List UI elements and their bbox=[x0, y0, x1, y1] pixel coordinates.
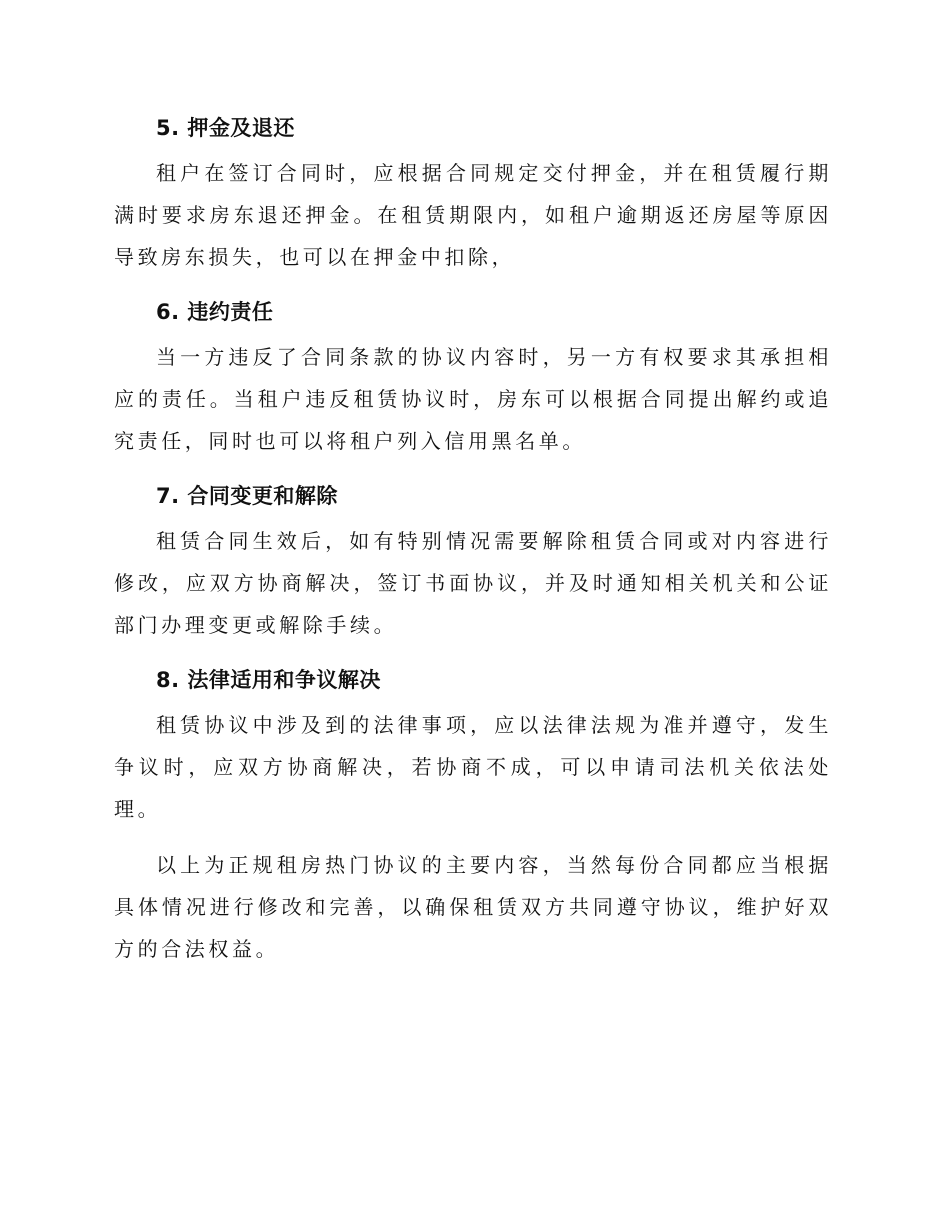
section-paragraph: 当一方违反了合同条款的协议内容时，另一方有权要求其承担相应的责任。当租户违反租赁协议时，房东可以根据合同提出解约或追究责任，同时也可以将租户列入信用黑名单。 bbox=[114, 345, 832, 453]
section-paragraph: 租户在签订合同时，应根据合同规定交付押金，并在租赁履行期满时要求房东退还押金。在租赁期限内，如租户逾期返还房屋等原因导致房东损失，也可以在押金中扣除， bbox=[114, 161, 832, 269]
closing-paragraph: 以上为正规租房热门协议的主要内容，当然每份合同都应当根据具体情况进行修改和完善，以确保租赁双方共同遵守协议，维护好双方的合法权益。 bbox=[114, 853, 832, 961]
section-heading: 7. 合同变更和解除 bbox=[156, 484, 338, 508]
section-breach-liability bbox=[114, 292, 832, 462]
section-heading: 8. 法律适用和争议解决 bbox=[156, 668, 381, 692]
section-paragraph: 租赁合同生效后，如有特别情况需要解除租赁合同或对内容进行修改，应双方协商解决，签订书面协议，并及时通知相关机关和公证部门办理变更或解除手续。 bbox=[114, 529, 832, 637]
section-paragraph: 租赁协议中涉及到的法律事项，应以法律法规为准并遵守，发生争议时，应双方协商解决，若协商不成，可以申请司法机关依法处理。 bbox=[114, 713, 832, 821]
section-contract-change bbox=[114, 476, 832, 646]
section-heading: 5. 押金及退还 bbox=[156, 116, 295, 140]
document-body bbox=[114, 108, 832, 984]
section-heading: 6. 违约责任 bbox=[156, 300, 274, 324]
section-deposit bbox=[114, 108, 832, 278]
section-dispute-resolution bbox=[114, 660, 832, 830]
